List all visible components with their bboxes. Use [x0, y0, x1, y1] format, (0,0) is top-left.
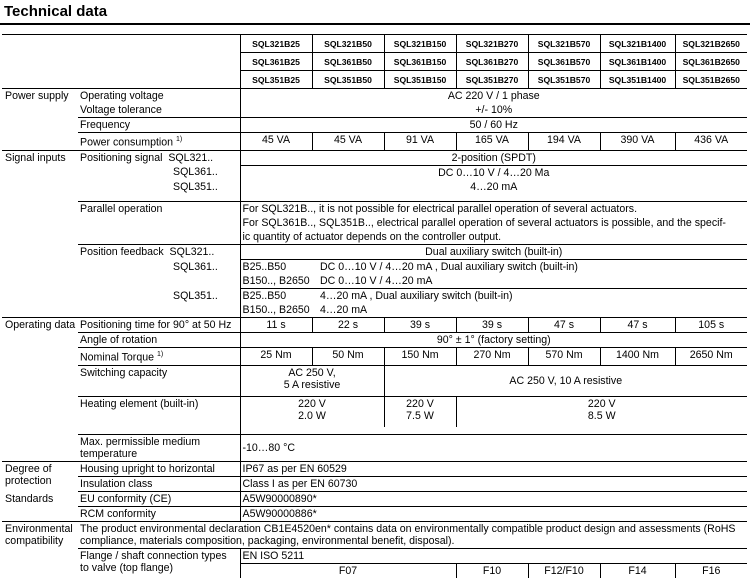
value-cell: 47 s [600, 318, 675, 333]
row-flange-standard [2, 549, 747, 564]
switching-small-line1: AC 250 V, [288, 366, 336, 379]
value-cell: 47 s [528, 318, 600, 333]
model-cell: SQL351B150 [384, 71, 456, 89]
label-angle-of-rotation: Angle of rotation [78, 333, 240, 348]
label-nominal-torque [78, 348, 240, 366]
value-cell: F16 [675, 564, 747, 578]
value-switching-large: AC 250 V, 10 A resistive [384, 365, 747, 396]
label-text: Nominal Torque [80, 351, 155, 364]
value-cell: 390 VA [600, 133, 675, 151]
switching-small-line2: 5 A resistive [283, 378, 341, 391]
value-cell: F07 [240, 564, 456, 578]
value-cell: 1400 Nm [600, 348, 675, 366]
row-angle-of-rotation [2, 333, 747, 348]
row-frequency [2, 118, 747, 133]
model-cell: SQL361B1400 [600, 53, 675, 71]
label-frequency: Frequency [78, 118, 240, 133]
value-feedback-351-large: 4…20 mA [320, 304, 368, 317]
value-feedback-361-small: DC 0…10 V / 4…20 mA , Dual auxiliary switch (built-in) [312, 260, 747, 275]
row-feedback-361-small [2, 260, 747, 275]
value-cell: 45 VA [312, 133, 384, 151]
value-insulation-class: Class I as per EN 60730 [240, 477, 747, 492]
label-positioning-time: Positioning time for 90° at 50 Hz [78, 318, 240, 333]
label-insulation-class: Insulation class [78, 477, 240, 492]
value-eu-conformity: A5W90000890* [240, 492, 747, 507]
model-row-sql321 [2, 35, 747, 53]
row-housing [2, 462, 747, 477]
section-degree-of-protection: Degree of protection [2, 462, 78, 492]
label-positioning-signal [78, 150, 240, 165]
model-cell: SQL321B570 [528, 35, 600, 53]
model-cell: SQL321B270 [456, 35, 528, 53]
row-feedback-361-large [2, 274, 747, 289]
section-power-supply: Power supply [2, 89, 78, 104]
page-title: Technical data [4, 3, 108, 20]
model-cell: SQL361B150 [384, 53, 456, 71]
value-cell: 22 s [312, 318, 384, 333]
row-insulation-class [2, 477, 747, 492]
model-cell: SQL351B570 [528, 71, 600, 89]
row-parallel-operation-3 [2, 230, 747, 245]
row-heating-element [2, 396, 747, 427]
model-cell: SQL321B25 [240, 35, 312, 53]
heating-a-power: 2.0 W [298, 409, 326, 422]
value-cell: 91 VA [384, 133, 456, 151]
heating-b-voltage: 220 V [406, 397, 434, 410]
model-cell: SQL351B2650 [675, 71, 747, 89]
value-flange-standard: EN ISO 5211 [240, 549, 747, 564]
model-group: SQL361.. [173, 166, 218, 179]
value-housing: IP67 as per EN 60529 [240, 462, 747, 477]
value-angle-of-rotation: 90° ± 1° (factory setting) [240, 333, 747, 348]
label-text: Power consumption [80, 136, 174, 149]
value-cell: 270 Nm [456, 348, 528, 366]
model-group: SQL361.. [173, 260, 218, 273]
model-cell: SQL361B570 [528, 53, 600, 71]
section-operating-data: Operating data [2, 318, 78, 333]
value-cell: 39 s [384, 318, 456, 333]
label-parallel-operation: Parallel operation [78, 202, 240, 217]
heating-c-power: 8.5 W [587, 409, 616, 422]
label-eu-conformity: EU conformity (CE) [78, 492, 240, 507]
label-text: Positioning signal [80, 151, 163, 164]
row-medium-temperature [2, 435, 747, 462]
value-cell: 50 Nm [312, 348, 384, 366]
row-parallel-operation-2 [2, 216, 747, 230]
row-rcm-conformity [2, 507, 747, 522]
section-standards: Standards [5, 492, 54, 505]
model-cell: SQL321B50 [312, 35, 384, 53]
value-cell: 165 VA [456, 133, 528, 151]
range-large: B150.., B2650 [240, 274, 312, 289]
parallel-text-2: For SQL361B.., SQL351B.., electrical parallel operation of several actuators is possible, and the specif- [240, 216, 747, 230]
value-cell: 25 Nm [240, 348, 312, 366]
row-parallel-operation-1 [2, 202, 747, 217]
label-operating-voltage: Operating voltage [78, 89, 240, 104]
value-rcm-conformity: A5W90000886* [240, 507, 747, 522]
row-eu-conformity [2, 492, 747, 507]
row-operating-voltage [2, 89, 747, 104]
model-cell: SQL361B50 [312, 53, 384, 71]
model-row-sql351 [2, 71, 747, 89]
value-positioning-321: 2-position (SPDT) [240, 150, 747, 165]
model-cell: SQL361B270 [456, 53, 528, 71]
value-cell: F10 [456, 564, 528, 578]
row-positioning-signal-321 [2, 150, 747, 165]
model-group: SQL321.. [168, 151, 214, 164]
label-medium-temperature: Max. permissible medium temperature [78, 435, 240, 462]
label-switching-capacity: Switching capacity [78, 365, 240, 396]
value-voltage-tolerance: +/- 10% [240, 103, 747, 118]
value-heating-a [240, 396, 384, 427]
row-positioning-signal-361 [2, 165, 747, 180]
value-feedback-361-large: DC 0…10 V / 4…20 mA [320, 275, 433, 288]
row-feedback-321 [2, 245, 747, 260]
parallel-text-3: ic quantity of actuator depends on the controller output. [240, 230, 747, 245]
model-cell: SQL351B50 [312, 71, 384, 89]
value-cell: 11 s [240, 318, 312, 333]
model-cell: SQL321B150 [384, 35, 456, 53]
value-cell: F12/F10 [528, 564, 600, 578]
model-cell: SQL321B1400 [600, 35, 675, 53]
label-heating-element: Heating element (built-in) [78, 396, 240, 427]
value-environmental: The product environmental declaration CB1E4520en* contains data on environmentally compatible product design and assessments (RoHS compliance, materials composition, packaging, environmental benefit, disposal). [78, 522, 747, 549]
value-positioning-351: 4…20 mA [240, 180, 747, 194]
value-feedback-351-small: 4…20 mA , Dual auxiliary switch (built-in) [312, 289, 747, 304]
footnote-mark: 1) [156, 351, 164, 359]
value-positioning-361: DC 0…10 V / 4…20 Ma [240, 165, 747, 180]
row-positioning-signal-351 [2, 180, 747, 194]
model-cell: SQL321B2650 [675, 35, 747, 53]
row-feedback-351-large [2, 303, 747, 318]
model-cell: SQL351B270 [456, 71, 528, 89]
footnote-mark: 1) [176, 136, 183, 143]
value-cell: 436 VA [675, 133, 747, 151]
heating-c-voltage: 220 V [587, 397, 616, 410]
section-signal-inputs: Signal inputs [2, 150, 78, 165]
value-cell: 570 Nm [528, 348, 600, 366]
row-switching-capacity [2, 365, 747, 396]
label-rcm-conformity: RCM conformity [78, 507, 240, 522]
model-group: SQL351.. [173, 289, 218, 302]
row-nominal-torque [2, 348, 747, 366]
title-rule [0, 23, 750, 25]
value-cell: 105 s [675, 318, 747, 333]
label-position-feedback [78, 245, 240, 260]
model-row-sql361 [2, 53, 747, 71]
value-heating-c [456, 396, 747, 427]
value-operating-voltage: AC 220 V / 1 phase [240, 89, 747, 104]
value-cell: 194 VA [528, 133, 600, 151]
section-environmental: Environmental compatibility [2, 522, 78, 549]
heating-a-voltage: 220 V [298, 397, 326, 410]
model-cell: SQL361B2650 [675, 53, 747, 71]
row-environmental [2, 522, 747, 549]
range-small: B25..B50 [240, 260, 312, 275]
value-feedback-321: Dual auxiliary switch (built-in) [240, 245, 747, 260]
parallel-text-1: For SQL321B.., it is not possible for electrical parallel operation of several actuators. [240, 202, 747, 217]
value-cell: 150 Nm [384, 348, 456, 366]
row-positioning-time [2, 318, 747, 333]
row-voltage-tolerance [2, 103, 747, 118]
model-group: SQL321.. [169, 246, 215, 259]
value-cell: F14 [600, 564, 675, 578]
model-cell: SQL351B25 [240, 71, 312, 89]
model-cell: SQL361B25 [240, 53, 312, 71]
value-medium-temperature: -10…80 °C [240, 435, 747, 462]
label-flange: Flange / shaft connection types to valve (top flange) [78, 549, 240, 578]
technical-data-table [2, 34, 747, 578]
model-cell: SQL351B1400 [600, 71, 675, 89]
range-large: B150.., B2650 [240, 303, 312, 318]
range-small: B25..B50 [240, 289, 312, 304]
heating-b-power: 7.5 W [406, 409, 434, 422]
row-feedback-351-small [2, 289, 747, 304]
label-voltage-tolerance: Voltage tolerance [80, 104, 162, 116]
label-housing: Housing upright to horizontal [78, 462, 240, 477]
value-heating-b [384, 396, 456, 427]
value-frequency: 50 / 60 Hz [240, 118, 747, 133]
label-power-consumption [78, 133, 240, 151]
value-cell: 39 s [456, 318, 528, 333]
value-cell: 2650 Nm [675, 348, 747, 366]
value-cell: 45 VA [240, 133, 312, 151]
label-text: Position feedback [80, 246, 164, 259]
row-power-consumption [2, 133, 747, 151]
model-group: SQL351.. [173, 180, 218, 193]
value-switching-small [240, 365, 384, 396]
